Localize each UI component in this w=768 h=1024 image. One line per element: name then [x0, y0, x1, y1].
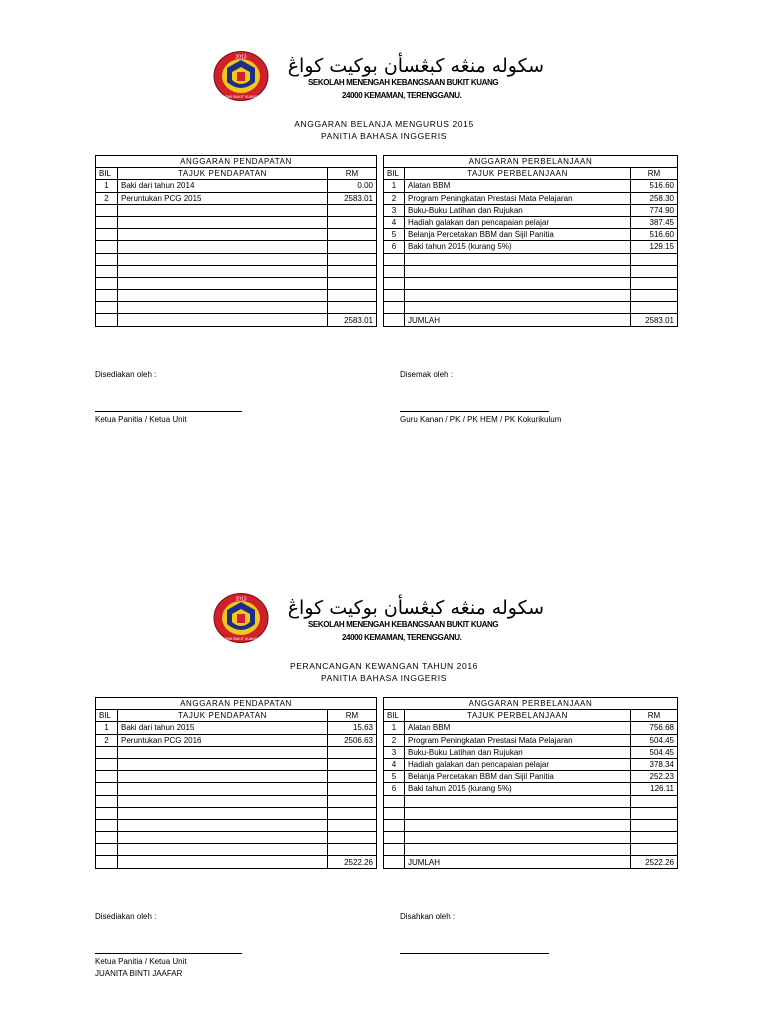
income-bil-header: BIL: [96, 168, 118, 180]
expense-bil-cell: [384, 844, 405, 856]
expense-item-cell: [405, 844, 631, 856]
prepared-by-label: Disediakan oleh :: [95, 912, 157, 921]
title-line-1: PERANCANGAN KEWANGAN TAHUN 2016: [289, 661, 478, 671]
expense-item-cell: [405, 302, 631, 314]
income-bil-cell: [96, 265, 118, 277]
total-expense-value: 2583.01: [631, 314, 678, 326]
title-line-1: ANGGARAN BELANJA MENGURUS 2015: [294, 119, 474, 129]
income-bil-cell: [96, 771, 118, 783]
expense-item-cell: Belanja Percetakan BBM dan Sijil Panitia: [405, 771, 631, 783]
income-bil-header: BIL: [96, 710, 118, 722]
expense-bil-cell: [384, 819, 405, 831]
table-row: [96, 216, 678, 228]
income-heading: ANGGARAN PENDAPATAN: [96, 698, 377, 710]
expense-rm-cell: 258.30: [631, 192, 678, 204]
total-expense-bil: [384, 314, 405, 326]
table-row: [96, 832, 678, 844]
crest-year: 2013: [235, 54, 247, 61]
income-rm-cell: [328, 204, 377, 216]
school-name: SEKOLAH MENENGAH KEBANGSAAN BUKIT KUANG: [308, 78, 499, 87]
expense-item-header: TAJUK PERBELANJAAN: [405, 168, 631, 180]
total-income-value: 2522.26: [328, 856, 377, 868]
column-header-row: [96, 710, 678, 722]
total-row: [96, 314, 678, 326]
expense-bil-cell: [384, 253, 405, 265]
expense-bil-cell: 6: [384, 241, 405, 253]
crest-year: 2013: [235, 596, 247, 603]
expense-rm-header: RM: [631, 168, 678, 180]
total-expense-bil: [384, 856, 405, 868]
expense-heading: ANGGARAN PERBELANJAAN: [384, 156, 678, 168]
expense-rm-cell: 504.45: [631, 734, 678, 746]
income-rm-cell: [328, 783, 377, 795]
expense-bil-cell: [384, 290, 405, 302]
jawi-text: سکوله منڠه کبڠسأن بوکيت کواڠ: [287, 597, 544, 619]
crest-motto: SMK BUKIT KUANG: [224, 637, 258, 641]
prepared-role: Ketua Panitia / Ketua Unit: [95, 957, 187, 966]
school-address: 24000 KEMAMAN, TERENGGANU.: [342, 633, 462, 642]
expense-rm-cell: 756.68: [631, 722, 678, 734]
income-rm-cell: [328, 771, 377, 783]
jawi-school-name: [278, 594, 548, 620]
expense-rm-cell: [631, 253, 678, 265]
expense-rm-cell: [631, 844, 678, 856]
income-bil-cell: [96, 819, 118, 831]
income-item-cell: [118, 771, 328, 783]
income-item-cell: [118, 795, 328, 807]
table-row: [96, 290, 678, 302]
expense-heading: ANGGARAN PERBELANJAAN: [384, 698, 678, 710]
income-bil-cell: [96, 746, 118, 758]
expense-bil-header: BIL: [384, 168, 405, 180]
expense-item-cell: [405, 290, 631, 302]
expense-bil-cell: [384, 302, 405, 314]
expense-item-cell: [405, 807, 631, 819]
table-row: [96, 204, 678, 216]
expense-item-cell: Baki tahun 2015 (kurang 5%): [405, 783, 631, 795]
income-rm-cell: [328, 795, 377, 807]
income-bil-cell: [96, 277, 118, 289]
table-row: [96, 807, 678, 819]
total-income-value: 2583.01: [328, 314, 377, 326]
reviewed-by-label: Disahkan oleh :: [400, 912, 456, 921]
letterhead: [212, 590, 552, 646]
expense-item-cell: Belanja Percetakan BBM dan Sijil Panitia: [405, 229, 631, 241]
income-rm-cell: 2506.63: [328, 734, 377, 746]
table-row: [96, 795, 678, 807]
income-bil-cell: [96, 204, 118, 216]
document-title: [0, 118, 768, 142]
expense-item-header: TAJUK PERBELANJAAN: [405, 710, 631, 722]
income-rm-cell: [328, 277, 377, 289]
table-row: [96, 722, 678, 734]
expense-bil-cell: [384, 277, 405, 289]
expense-item-cell: [405, 253, 631, 265]
expense-rm-header: RM: [631, 710, 678, 722]
income-rm-cell: [328, 832, 377, 844]
income-bil-cell: [96, 783, 118, 795]
expense-bil-cell: [384, 795, 405, 807]
income-bil-cell: [96, 807, 118, 819]
expense-item-cell: Program Peningkatan Prestasi Mata Pelajaran: [405, 734, 631, 746]
jawi-text: سکوله منڠه کبڠسأن بوکيت کواڠ: [287, 55, 544, 77]
income-bil-cell: [96, 832, 118, 844]
income-rm-cell: [328, 265, 377, 277]
table-row: [96, 302, 678, 314]
income-item-cell: [118, 302, 328, 314]
expense-item-cell: Hadiah galakan dan pencapaian pelajar: [405, 758, 631, 770]
expense-item-cell: Buku-Buku Latihan dan Rujukan: [405, 204, 631, 216]
income-bil-cell: 1: [96, 722, 118, 734]
table-row: [96, 758, 678, 770]
expense-bil-cell: 3: [384, 204, 405, 216]
income-item-cell: [118, 253, 328, 265]
income-rm-cell: [328, 819, 377, 831]
expense-rm-cell: 504.45: [631, 746, 678, 758]
income-item-cell: [118, 241, 328, 253]
income-rm-cell: [328, 290, 377, 302]
income-bil-cell: [96, 795, 118, 807]
expense-bil-cell: 1: [384, 722, 405, 734]
reviewer-signature-line: [400, 411, 549, 412]
expense-item-cell: [405, 277, 631, 289]
table-row: [96, 253, 678, 265]
income-item-header: TAJUK PENDAPATAN: [118, 710, 328, 722]
table-row: [96, 180, 678, 192]
income-item-cell: [118, 746, 328, 758]
school-crest-icon: [212, 50, 270, 102]
income-rm-cell: [328, 229, 377, 241]
income-item-cell: Baki dari tahun 2014: [118, 180, 328, 192]
income-bil-cell: [96, 290, 118, 302]
reviewed-by-label: Disemak oleh :: [400, 370, 453, 379]
table-row: [96, 844, 678, 856]
expense-item-cell: [405, 832, 631, 844]
income-item-cell: [118, 265, 328, 277]
income-rm-cell: [328, 216, 377, 228]
income-item-cell: [118, 807, 328, 819]
total-label: JUMLAH: [405, 856, 631, 868]
expense-rm-cell: 129.15: [631, 241, 678, 253]
expense-item-cell: Baki tahun 2015 (kurang 5%): [405, 241, 631, 253]
table-heading-row: [96, 698, 678, 710]
expense-bil-header: BIL: [384, 710, 405, 722]
expense-bil-cell: [384, 832, 405, 844]
total-income-bil: [96, 856, 118, 868]
total-row: [96, 856, 678, 868]
expense-item-cell: Alatan BBM: [405, 722, 631, 734]
income-bil-cell: [96, 844, 118, 856]
prepared-role: Ketua Panitia / Ketua Unit: [95, 415, 187, 424]
expense-rm-cell: 252.23: [631, 771, 678, 783]
expense-bil-cell: [384, 807, 405, 819]
table-row: [96, 192, 678, 204]
budget-table: [95, 155, 678, 327]
income-item-cell: [118, 277, 328, 289]
income-bil-cell: [96, 302, 118, 314]
expense-bil-cell: [384, 265, 405, 277]
total-label: JUMLAH: [405, 314, 631, 326]
expense-bil-cell: 3: [384, 746, 405, 758]
expense-bil-cell: 1: [384, 180, 405, 192]
total-expense-value: 2522.26: [631, 856, 678, 868]
income-rm-cell: [328, 758, 377, 770]
income-rm-cell: [328, 241, 377, 253]
income-item-cell: [118, 216, 328, 228]
table-row: [96, 241, 678, 253]
expense-bil-cell: 4: [384, 758, 405, 770]
income-rm-cell: [328, 844, 377, 856]
income-rm-cell: 0.00: [328, 180, 377, 192]
table-row: [96, 771, 678, 783]
document-title: [0, 660, 768, 684]
table-row: [96, 734, 678, 746]
table-row: [96, 746, 678, 758]
title-line-2: PANITIA BAHASA INGGERIS: [320, 673, 448, 683]
prepared-signature-line: [95, 953, 242, 954]
income-item-cell: Baki dari tahun 2015: [118, 722, 328, 734]
budget-table: [95, 697, 678, 869]
income-rm-cell: [328, 253, 377, 265]
income-bil-cell: [96, 216, 118, 228]
income-rm-cell: 15.63: [328, 722, 377, 734]
total-income-spacer: [118, 314, 328, 326]
income-item-cell: [118, 783, 328, 795]
income-bil-cell: [96, 229, 118, 241]
expense-rm-cell: [631, 807, 678, 819]
income-bil-cell: 2: [96, 734, 118, 746]
income-item-cell: Peruntukan PCG 2015: [118, 192, 328, 204]
income-item-cell: [118, 819, 328, 831]
expense-item-cell: Alatan BBM: [405, 180, 631, 192]
expense-item-cell: [405, 795, 631, 807]
reviewer-role: Guru Kanan / PK / PK HEM / PK Kokurikulum: [400, 415, 562, 424]
income-rm-header: RM: [328, 710, 377, 722]
reviewer-signature-line: [400, 953, 549, 954]
expense-rm-cell: [631, 795, 678, 807]
table-row: [96, 265, 678, 277]
income-item-cell: [118, 844, 328, 856]
expense-rm-cell: 378.34: [631, 758, 678, 770]
income-rm-header: RM: [328, 168, 377, 180]
letterhead: [212, 48, 552, 104]
expense-item-cell: [405, 265, 631, 277]
income-rm-cell: [328, 807, 377, 819]
crest-motto: SMK BUKIT KUANG: [224, 95, 258, 99]
income-bil-cell: 1: [96, 180, 118, 192]
school-crest-icon: [212, 592, 270, 644]
expense-item-cell: Buku-Buku Latihan dan Rujukan: [405, 746, 631, 758]
total-income-spacer: [118, 856, 328, 868]
school-address: 24000 KEMAMAN, TERENGGANU.: [342, 91, 462, 100]
table-row: [96, 229, 678, 241]
prepared-name: JUANITA BINTI JAAFAR: [95, 969, 183, 978]
income-item-cell: [118, 229, 328, 241]
table-row: [96, 277, 678, 289]
income-item-cell: Peruntukan PCG 2016: [118, 734, 328, 746]
total-income-bil: [96, 314, 118, 326]
income-item-cell: [118, 204, 328, 216]
expense-rm-cell: [631, 819, 678, 831]
income-item-cell: [118, 290, 328, 302]
expense-bil-cell: 5: [384, 229, 405, 241]
school-name: SEKOLAH MENENGAH KEBANGSAAN BUKIT KUANG: [308, 620, 499, 629]
table-row: [96, 819, 678, 831]
income-rm-cell: [328, 302, 377, 314]
income-heading: ANGGARAN PENDAPATAN: [96, 156, 377, 168]
expense-rm-cell: 126.11: [631, 783, 678, 795]
expense-rm-cell: [631, 265, 678, 277]
expense-rm-cell: [631, 290, 678, 302]
jawi-school-name: [278, 52, 548, 78]
income-bil-cell: [96, 758, 118, 770]
income-item-cell: [118, 758, 328, 770]
expense-rm-cell: 516.60: [631, 180, 678, 192]
expense-rm-cell: 516.60: [631, 229, 678, 241]
expense-item-cell: Program Peningkatan Prestasi Mata Pelajaran: [405, 192, 631, 204]
income-item-cell: [118, 832, 328, 844]
expense-rm-cell: [631, 302, 678, 314]
column-header-row: [96, 168, 678, 180]
income-bil-cell: [96, 241, 118, 253]
expense-bil-cell: 2: [384, 192, 405, 204]
income-bil-cell: 2: [96, 192, 118, 204]
prepared-by-label: Disediakan oleh :: [95, 370, 157, 379]
income-bil-cell: [96, 253, 118, 265]
income-item-header: TAJUK PENDAPATAN: [118, 168, 328, 180]
expense-bil-cell: 4: [384, 216, 405, 228]
expense-item-cell: [405, 819, 631, 831]
expense-rm-cell: [631, 832, 678, 844]
prepared-signature-line: [95, 411, 242, 412]
expense-bil-cell: 2: [384, 734, 405, 746]
income-rm-cell: 2583.01: [328, 192, 377, 204]
expense-rm-cell: 387.45: [631, 216, 678, 228]
expense-bil-cell: 5: [384, 771, 405, 783]
expense-bil-cell: 6: [384, 783, 405, 795]
title-line-2: PANITIA BAHASA INGGERIS: [320, 131, 448, 141]
expense-item-cell: Hadiah galakan dan pencapaian pelajar: [405, 216, 631, 228]
expense-rm-cell: 774.90: [631, 204, 678, 216]
income-rm-cell: [328, 746, 377, 758]
table-heading-row: [96, 156, 678, 168]
expense-rm-cell: [631, 277, 678, 289]
table-row: [96, 783, 678, 795]
